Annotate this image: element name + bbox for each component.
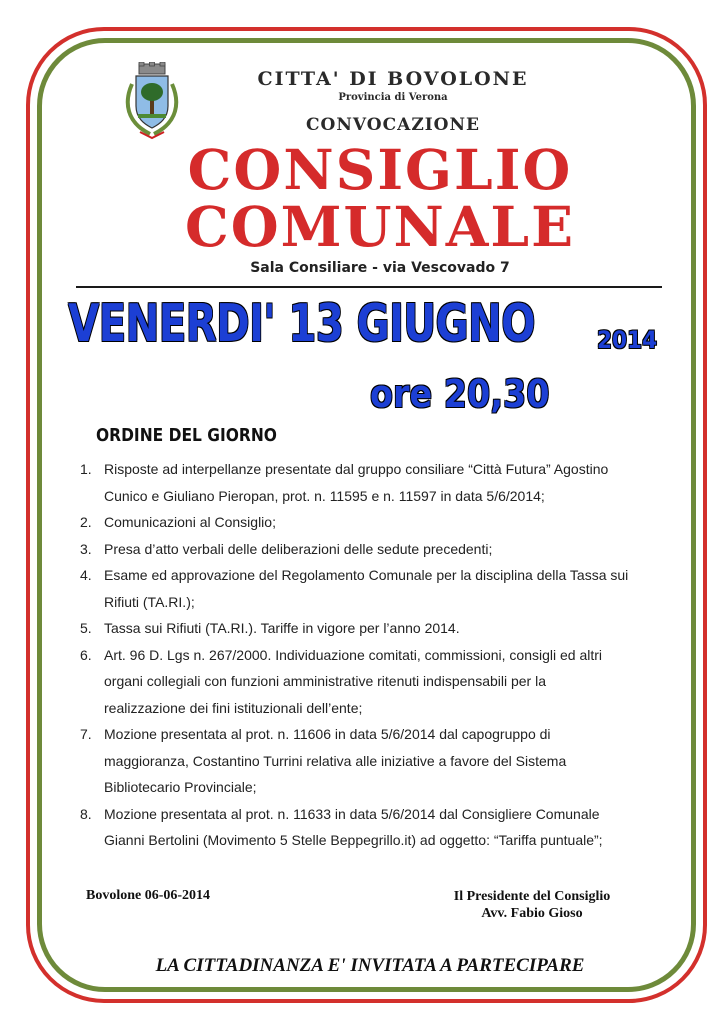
signer-role: Il Presidente del Consiglio [453, 889, 611, 904]
agenda-item-text: organi collegiali con funzioni amministrative ritenuti indispensabili per la [104, 673, 547, 689]
agenda-item [80, 456, 648, 509]
agenda-item [80, 721, 648, 801]
agenda-item [80, 642, 648, 722]
municipal-crest-icon [122, 62, 182, 140]
closing-invitation: LA CITTADINANZA E' INVITATA A PARTECIPARE [155, 955, 585, 976]
agenda-item-text: realizzazione dei fini istituzionali dell’ente; [104, 699, 363, 716]
agenda-item-text: maggioranza, Costantino Turrini relativa alle iniziative a favore del Sistema [104, 752, 567, 769]
agenda-item [80, 801, 648, 854]
agenda-item-text: Comunicazioni al Consiglio; [104, 514, 276, 530]
agenda-item-text: Tassa sui Rifiuti (TA.RI.). Tariffe in vigore per l’anno 2014. [104, 620, 460, 636]
agenda-item-text: Risposte ad interpellanze presentate dal gruppo consiliare “Città Futura” Agostino [104, 461, 609, 477]
agenda-item-number: 4. [80, 567, 92, 583]
convocation-heading: CONVOCAZIONE [306, 115, 480, 135]
city-title: CITTA' DI BOVOLONE [257, 68, 529, 90]
agenda-item-text: Mozione presentata al prot. n. 11633 in data 5/6/2014 dal Consigliere Comunale [104, 805, 600, 822]
agenda-item-text: Bibliotecario Provinciale; [104, 779, 257, 795]
agenda-item-number: 8. [80, 805, 92, 822]
agenda-item-number: 7. [80, 726, 92, 742]
meeting-location: Sala Consiliare - via Vescovado 7 [250, 260, 510, 276]
meeting-date: VENERDI' 13 GIUGNO [68, 294, 535, 354]
agenda-item [80, 509, 648, 536]
meeting-year: 2014 [597, 326, 658, 354]
province-subtitle: Provincia di Verona [338, 92, 448, 103]
place-and-date: Bovolone 06-06-2014 [86, 888, 211, 903]
agenda-item-text: Cunico e Giuliano Pieropan, prot. n. 11595 e n. 11597 in data 5/6/2014; [104, 487, 545, 504]
title-line-consiglio: CONSIGLIO [187, 137, 573, 202]
divider-line [76, 286, 662, 288]
agenda-item-text: Presa d’atto verbali delle deliberazioni delle sedute precedenti; [104, 540, 493, 557]
signature-block [432, 888, 632, 922]
agenda-item-text: Art. 96 D. Lgs n. 267/2000. Individuazione comitati, commissioni, consigli ed altri [104, 646, 603, 663]
agenda-title: ORDINE DEL GIORNO [96, 425, 277, 446]
agenda-item-number: 2. [80, 514, 92, 530]
agenda-item-text: Rifiuti (TA.RI.); [104, 593, 195, 610]
agenda-item-number: 3. [80, 540, 92, 557]
agenda-item [80, 615, 648, 642]
signer-name: Avv. Fabio Gioso [481, 906, 583, 921]
agenda-item-text: Mozione presentata al prot. n. 11606 in data 5/6/2014 dal capogruppo di [104, 726, 551, 742]
agenda-item [80, 536, 648, 563]
agenda-item-number: 6. [80, 646, 92, 663]
meeting-time: ore 20,30 [370, 372, 550, 416]
agenda-item [80, 562, 648, 615]
agenda-item-text: Esame ed approvazione del Regolamento Comunale per la disciplina della Tassa sui [104, 567, 629, 583]
agenda-item-text: Gianni Bertolini (Movimento 5 Stelle Beppegrillo.it) ad oggetto: “Tariffa puntuale”; [104, 832, 603, 848]
agenda-list [80, 456, 648, 854]
title-line-comunale: COMUNALE [184, 194, 576, 259]
agenda-item-number: 1. [80, 461, 92, 477]
agenda-item-number: 5. [80, 620, 92, 636]
